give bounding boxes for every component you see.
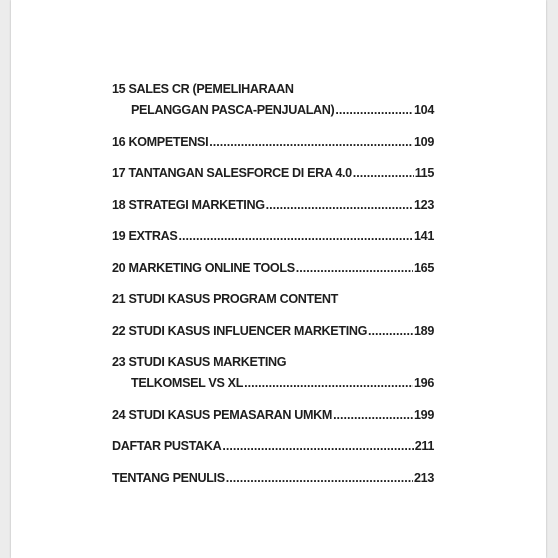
toc-entry-row (112, 100, 434, 121)
toc-entry-title: 18 STRATEGI MARKETING (112, 197, 265, 212)
toc-entry-title: 21 STUDI KASUS PROGRAM CONTENT (112, 292, 339, 306)
toc-entry[interactable] (112, 226, 434, 247)
toc-entry-row (112, 373, 434, 394)
toc-entry-row (112, 405, 434, 426)
toc-page-number: 165 (414, 260, 434, 275)
toc-entry-row (112, 258, 434, 279)
toc-page-number: 213 (414, 470, 434, 485)
document-page (11, 0, 546, 558)
toc-page-number: 211 (414, 439, 434, 453)
toc-page-number: 104 (414, 103, 434, 117)
toc-entry-title: 19 EXTRAS (112, 229, 178, 243)
toc-leader-dots (209, 132, 413, 153)
toc-entry[interactable] (112, 468, 434, 489)
toc-entry[interactable] (112, 289, 434, 310)
toc-page-number: 123 (414, 197, 434, 212)
toc-entry[interactable] (112, 132, 434, 153)
toc-entry[interactable] (112, 79, 434, 121)
toc-leader-dots (178, 226, 413, 247)
toc-page-number: 189 (414, 323, 434, 338)
toc-leader-dots (368, 321, 413, 342)
toc-entry-row (112, 468, 434, 489)
toc-entry-row (112, 289, 434, 310)
toc-entry-title: DAFTAR PUSTAKA (112, 439, 222, 453)
toc-entry-title: 16 KOMPETENSI (112, 134, 209, 149)
toc-leader-dots (353, 163, 414, 184)
toc-leader-dots (226, 468, 413, 489)
toc-entry[interactable] (112, 258, 434, 279)
toc-entry-title: PELANGGAN PASCA-PENJUALAN) (131, 103, 335, 117)
toc-entry-title: 20 MARKETING ONLINE TOOLS (112, 260, 295, 275)
toc-leader-dots (222, 436, 413, 457)
toc-entry-title: 22 STUDI KASUS INFLUENCER MARKETING (112, 323, 368, 338)
toc-entry[interactable] (112, 405, 434, 426)
toc-leader-dots (296, 258, 413, 279)
toc-page-number: 141 (414, 229, 434, 243)
toc-entry[interactable] (112, 163, 434, 184)
toc-leader-dots (266, 195, 413, 216)
toc-entry[interactable] (112, 436, 434, 457)
toc-entry-title: TENTANG PENULIS (112, 470, 225, 485)
toc-entry[interactable] (112, 352, 434, 394)
toc-page-number: 199 (414, 407, 434, 422)
toc-entry-title-line: 23 STUDI KASUS MARKETING (112, 355, 287, 369)
toc-entry-row (112, 132, 434, 153)
toc-entry-row (112, 195, 434, 216)
toc-leader-dots (333, 405, 413, 426)
toc-leader-dots (335, 100, 413, 121)
toc-entry[interactable] (112, 195, 434, 216)
toc-entry-row (112, 436, 434, 457)
toc-entry-row (112, 163, 434, 184)
toc-entry-title-line: 15 SALES CR (PEMELIHARAAN (112, 82, 294, 96)
toc-entry-title: 24 STUDI KASUS PEMASARAN UMKM (112, 407, 333, 422)
toc-page-number: 115 (414, 166, 434, 180)
toc-leader-dots (244, 373, 413, 394)
toc-entry-row (112, 321, 434, 342)
toc-entry-row (112, 226, 434, 247)
toc-page-number: 196 (414, 376, 434, 390)
toc-entry[interactable] (112, 321, 434, 342)
toc-entry-title: 17 TANTANGAN SALESFORCE DI ERA 4.0 (112, 166, 352, 180)
toc-page-number: 109 (414, 134, 434, 149)
toc-entry-title: TELKOMSEL VS XL (131, 376, 244, 390)
